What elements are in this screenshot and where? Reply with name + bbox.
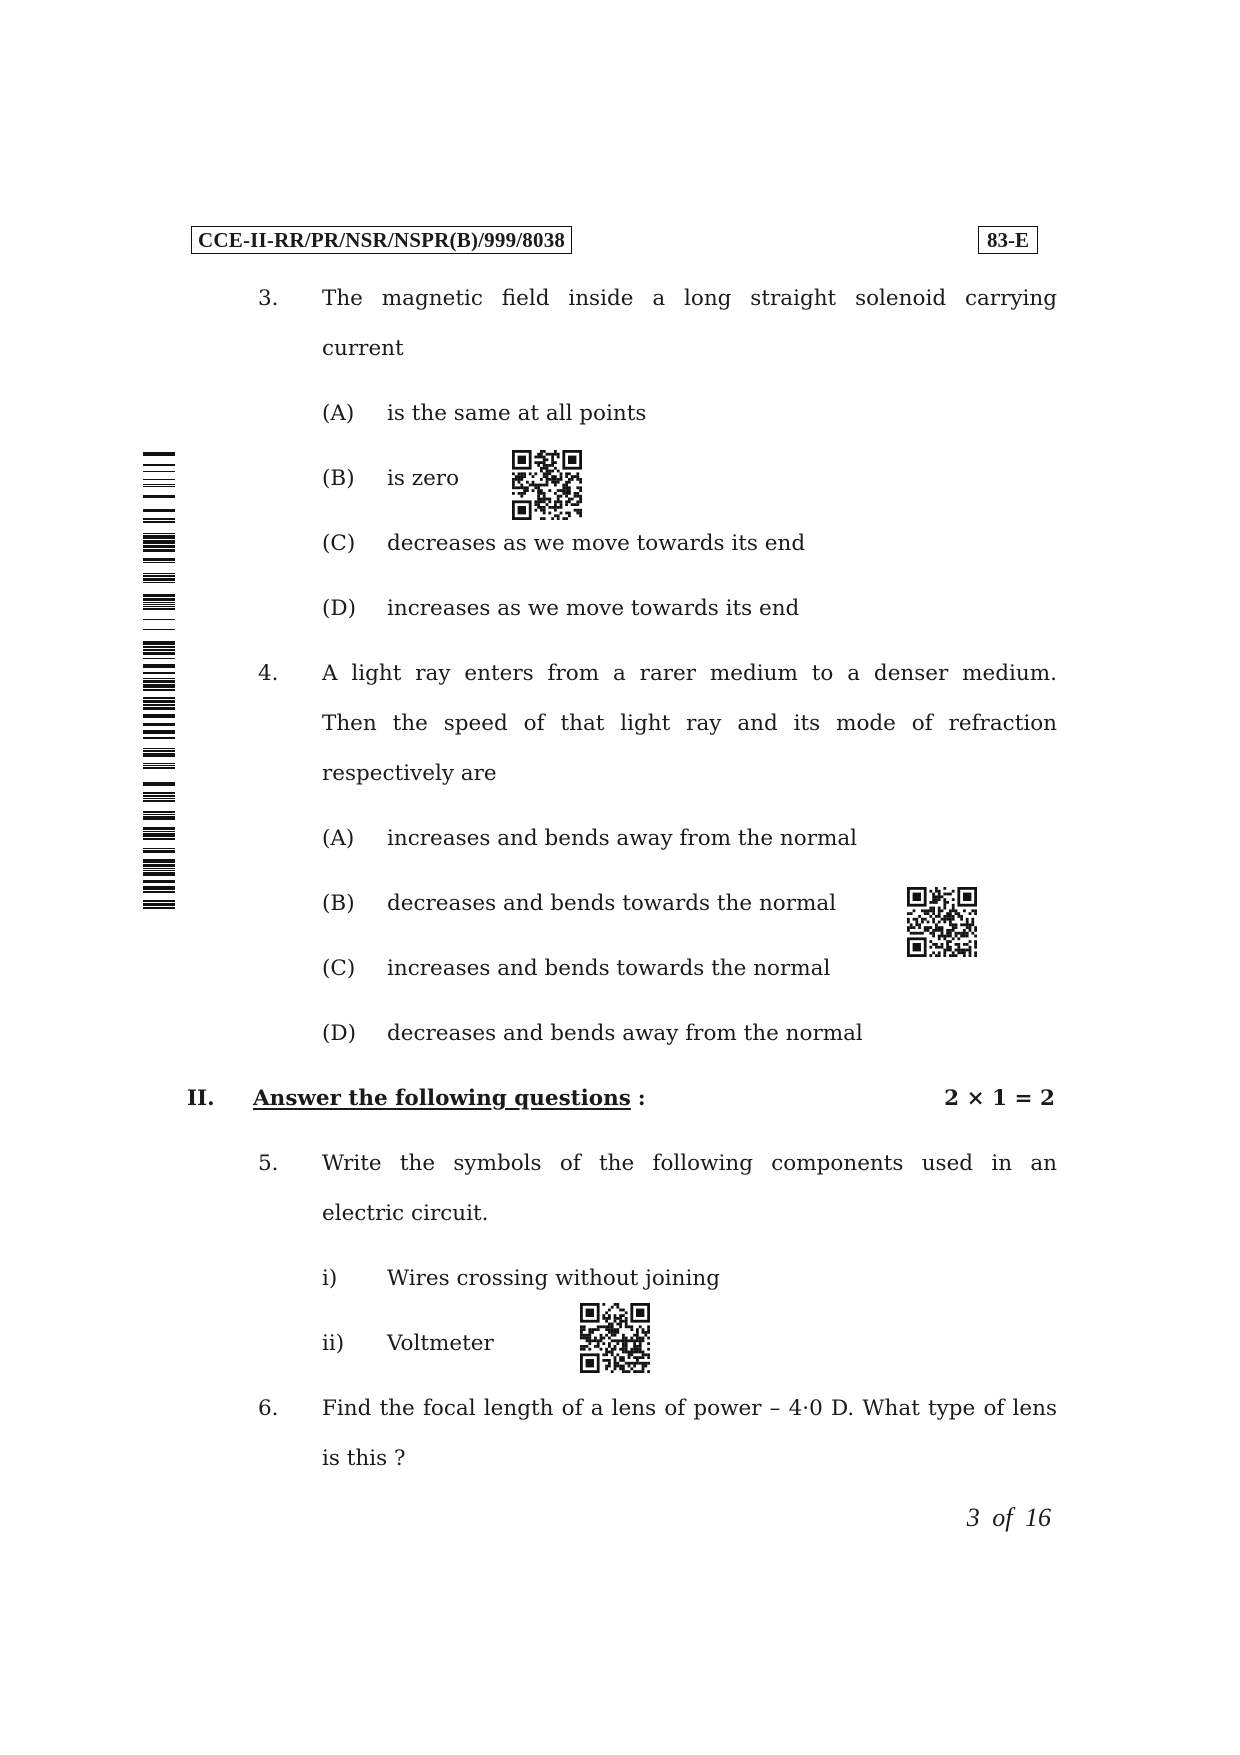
- section-colon: :: [637, 1086, 646, 1111]
- question-number: 3.: [258, 286, 279, 311]
- question-text-line: respectively are: [322, 761, 497, 786]
- question-number: 6.: [258, 1396, 279, 1421]
- option-text: increases and bends towards the normal: [387, 956, 831, 981]
- question-text-line: A light ray enters from a rarer medium to a denser medium.: [322, 661, 1057, 686]
- question-number: 5.: [258, 1151, 279, 1176]
- section-heading: [253, 1085, 646, 1113]
- section-number: II.: [187, 1086, 215, 1111]
- option-label: (A): [322, 826, 355, 851]
- option-label: (D): [322, 596, 357, 621]
- item-text: Voltmeter: [387, 1331, 494, 1356]
- option-text: decreases and bends away from the normal: [387, 1021, 863, 1046]
- option-text: decreases and bends towards the normal: [387, 891, 837, 916]
- question-text-line: Then the speed of that light ray and its mode of refraction: [322, 711, 1057, 736]
- option-label: (B): [322, 891, 355, 916]
- question-text-line: current: [322, 336, 404, 361]
- qr-code-icon: [907, 887, 977, 957]
- qr-code-icon: [512, 450, 582, 520]
- item-text: Wires crossing without joining: [387, 1266, 720, 1291]
- paper-series-code: CCE-II-RR/PR/NSR/NSPR(B)/999/8038: [191, 226, 572, 254]
- question-text-line: is this ?: [322, 1446, 406, 1471]
- option-label: (D): [322, 1021, 357, 1046]
- section-title: Answer the following questions: [253, 1086, 631, 1111]
- paper-code-badge: 83-E: [978, 226, 1038, 254]
- option-label: (A): [322, 401, 355, 426]
- barcode-image: [143, 452, 175, 914]
- item-label: i): [322, 1266, 338, 1291]
- question-text-line: Write the symbols of the following components used in an: [322, 1151, 1057, 1176]
- option-text: increases as we move towards its end: [387, 596, 800, 621]
- page-number: 3 of 16: [966, 1503, 1051, 1532]
- option-label: (C): [322, 956, 356, 981]
- option-text: increases and bends away from the normal: [387, 826, 858, 851]
- qr-code-icon: [580, 1303, 650, 1373]
- question-number: 4.: [258, 661, 279, 686]
- item-label: ii): [322, 1331, 345, 1356]
- option-text: is the same at all points: [387, 401, 647, 426]
- option-text: is zero: [387, 466, 460, 491]
- option-label: (C): [322, 531, 356, 556]
- question-text-line: Find the focal length of a lens of power – 4·0 D. What type of lens: [322, 1396, 1057, 1421]
- option-text: decreases as we move towards its end: [387, 531, 806, 556]
- question-text-line: electric circuit.: [322, 1201, 489, 1226]
- section-marks: 2 × 1 = 2: [944, 1086, 1055, 1111]
- option-label: (B): [322, 466, 355, 491]
- question-text-line: The magnetic field inside a long straight solenoid carrying: [322, 286, 1057, 311]
